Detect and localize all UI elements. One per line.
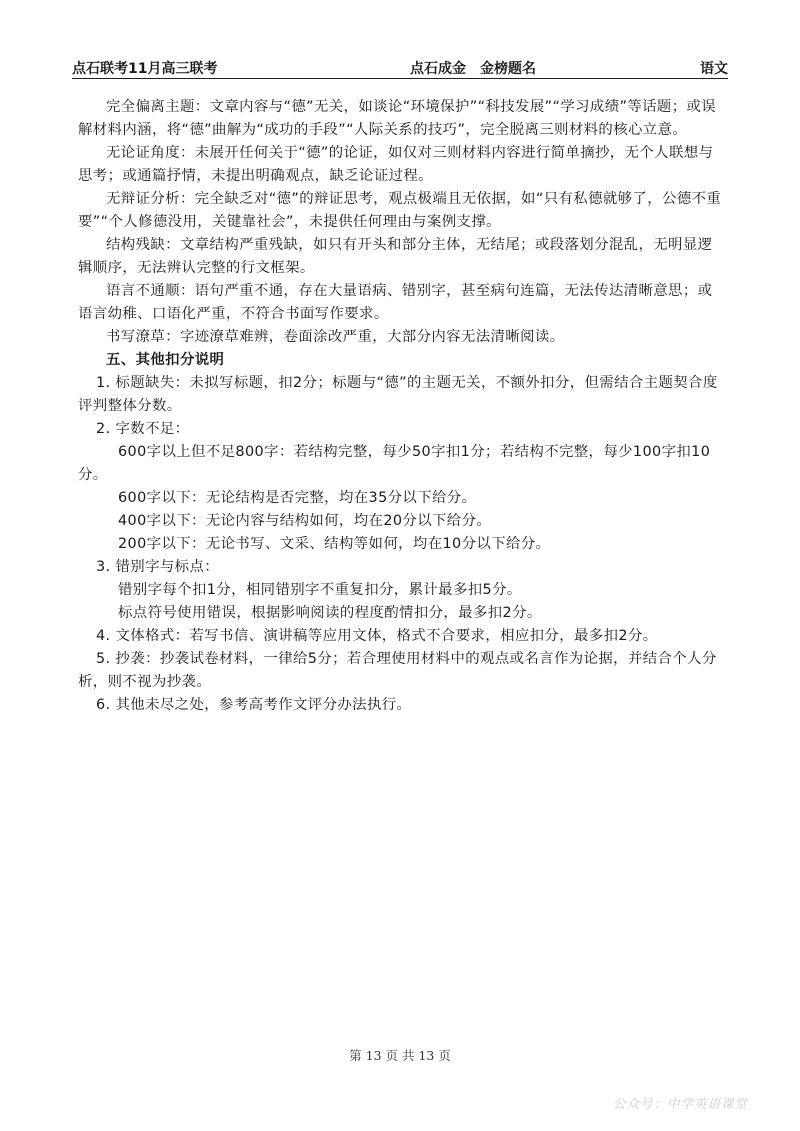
exam-title: 点石联考11月高三联考 (72, 61, 218, 77)
criterion-language: 语言不通顺：语句严重不通，存在大量语病、错别字，甚至病句连篇，无法传达清晰意思；或语言幼稚、口语化严重，不符合书面写作要求。 (78, 283, 713, 322)
word-count-rule-600: 600字以下：无论结构是否完整，均在35分以下给分。 (118, 490, 477, 506)
criterion-structure: 结构残缺：文章结构严重残缺，如只有开头和部分主体，无结尾；或段落划分混乱，无明显逻辑顺序，无法辨认完整的行文框架。 (78, 237, 713, 276)
item-format: 4. 文体格式：若写书信、演讲稿等应用文体，格式不合要求，相应扣分，最多扣2分。 (96, 628, 658, 644)
punctuation-rule: 标点符号使用错误，根据影响阅读的程度酌情扣分，最多扣2分。 (118, 605, 542, 621)
item-title-missing: 1. 标题缺失：未拟写标题，扣2分；标题与“德”的主题无关，不额外扣分，但需结合主题契合度评判整体分数。 (78, 375, 718, 414)
criterion-off-topic: 完全偏离主题：文章内容与“德”无关，如谈论“环境保护”“科技发展”“学习成绩”等话题；或误解材料内涵，将“德”曲解为“成功的手段”“人际关系的技巧”，完全脱离三则材料的核心立意。 (78, 99, 717, 138)
page-header (72, 56, 728, 79)
criterion-no-dialectic: 无辩证分析：完全缺乏对“德”的辩证思考，观点极端且无依据，如“只有私德就够了，公德不重要”“个人修德没用，关键靠社会”，未提供任何理由与案例支撑。 (78, 191, 722, 230)
item-other: 6. 其他未尽之处，参考高考作文评分办法执行。 (96, 697, 412, 713)
section-heading: 五、其他扣分说明 (106, 352, 225, 368)
subject-label: 语文 (700, 61, 728, 77)
word-count-rule-600-800: 600字以上但不足800字：若结构完整，每少50字扣1分；若结构不完整，每少100字扣10分。 (78, 444, 711, 483)
item-typos-punctuation: 3. 错别字与标点： (96, 559, 220, 575)
item-plagiarism: 5. 抄袭：抄袭试卷材料，一律给5分；若合理使用材料中的观点或名言作为论据，并结合个人分析，则不视为抄袭。 (78, 651, 717, 690)
document-body (78, 96, 726, 717)
header-slogan: 点石成金 金榜题名 (410, 61, 536, 77)
item-word-count: 2. 字数不足： (96, 421, 190, 437)
word-count-rule-400: 400字以下：无论内容与结构如何，均在20分以下给分。 (118, 513, 492, 529)
typo-rule: 错别字每个扣1分，相同错别字不重复扣分，累计最多扣5分。 (118, 582, 522, 598)
watermark: 公众号：中学英语课堂 (612, 1096, 748, 1111)
page-number: 第 13 页 共 13 页 (349, 1048, 451, 1063)
criterion-handwriting: 书写潦草：字迹潦草难辨，卷面涂改严重，大部分内容无法清晰阅读。 (106, 329, 565, 345)
word-count-rule-200: 200字以下：无论书写、文采、结构等如何，均在10分以下给分。 (118, 536, 551, 552)
criterion-no-argument: 无论证角度：未展开任何关于“德”的论证，如仅对三则材料内容进行简单摘抄，无个人联想与思考；或通篇抒情，未提出明确观点，缺乏论证过程。 (78, 145, 714, 184)
